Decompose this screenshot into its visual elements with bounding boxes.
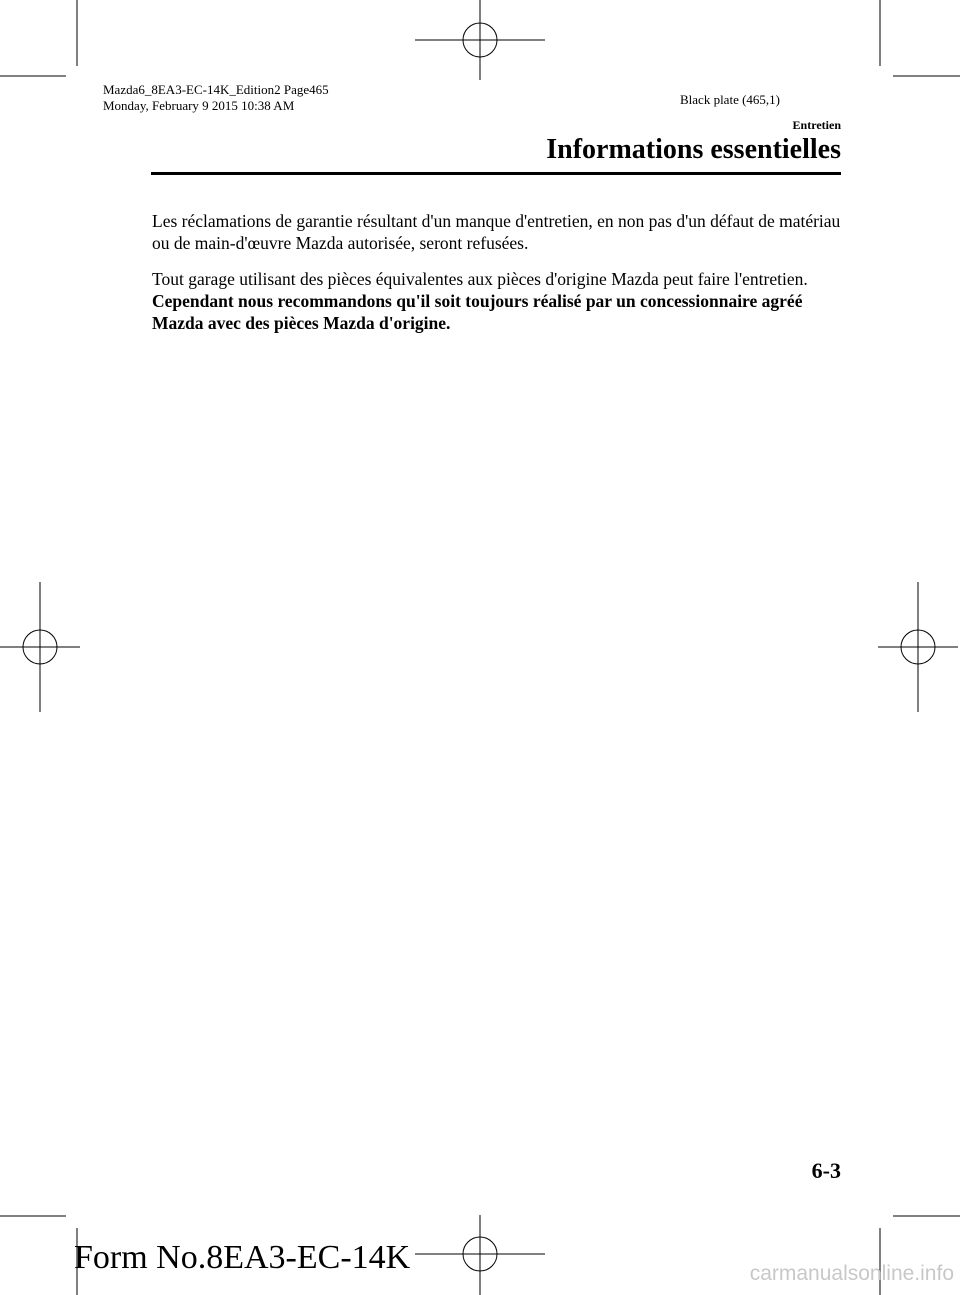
plate-label: Black plate (465,1) (680, 92, 780, 107)
body-content (152, 210, 842, 348)
paragraph-maintenance (152, 268, 842, 334)
page-title: Informations essentielles (546, 134, 841, 165)
slug-timestamp: Monday, February 9 2015 10:38 AM (103, 98, 295, 113)
watermark: carmanualsonline.info (749, 1262, 954, 1285)
paragraph-maintenance-normal: Tout garage utilisant des pièces équivalentes aux pièces d'origine Mazda peut faire l'entretien. (152, 269, 808, 289)
form-number: Form No.8EA3-EC-14K (74, 1239, 411, 1276)
page-number: 6-3 (811, 1158, 841, 1183)
title-rule (151, 172, 841, 175)
paragraph-maintenance-bold: Cependant nous recommandons qu'il soit toujours réalisé par un concessionnaire agréé Mazda avec des pièces Mazda d'origine. (152, 291, 803, 333)
print-slug (103, 82, 329, 114)
slug-file-name: Mazda6_8EA3-EC-14K_Edition2 Page465 (103, 82, 329, 97)
paragraph-warranty: Les réclamations de garantie résultant d'un manque d'entretien, en non pas d'un défaut de matériau ou de main-d'œuvre Mazda autorisée, seront refusées. (152, 211, 841, 253)
section-label: Entretien (792, 118, 841, 132)
